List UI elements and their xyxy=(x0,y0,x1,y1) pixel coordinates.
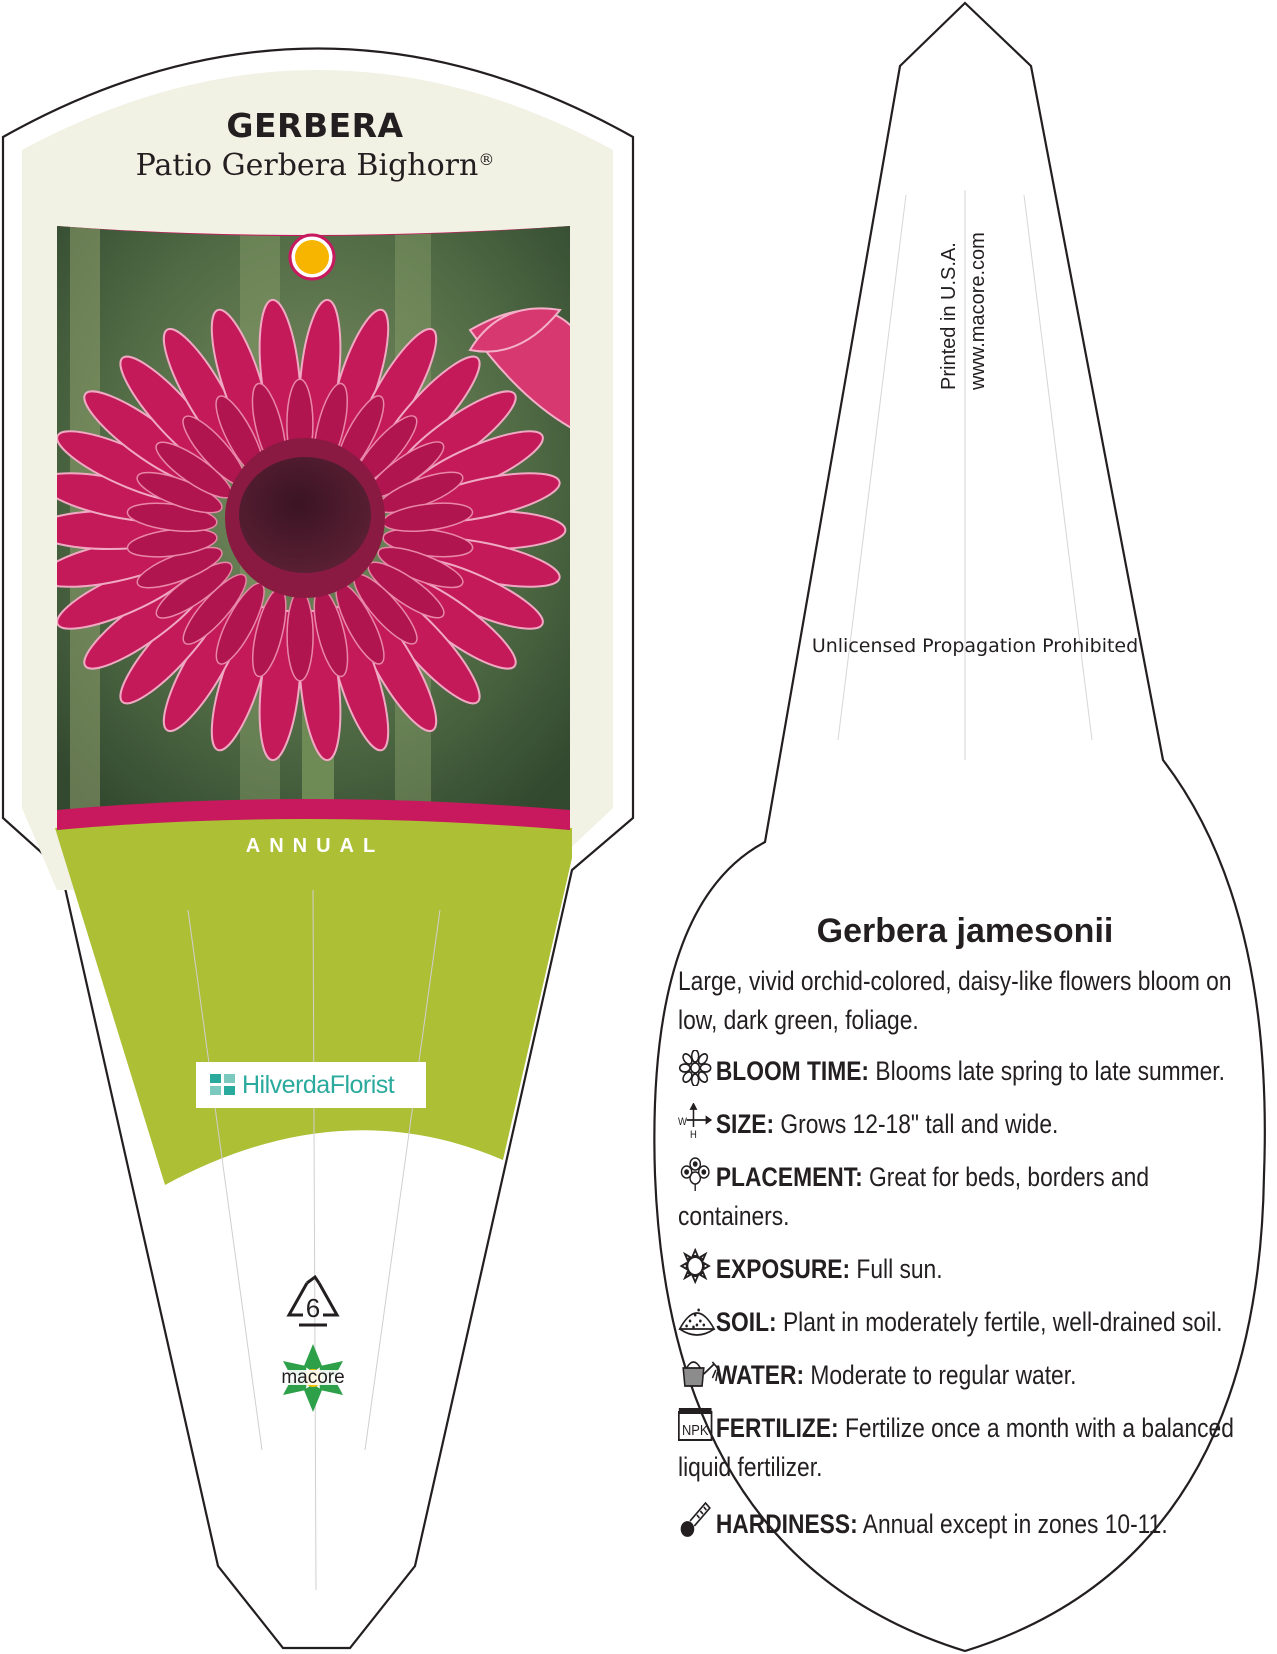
brand-wordmark: HilverdaFlorist xyxy=(242,1070,395,1099)
soil-text: Plant in moderately fertile, well-drained soil. xyxy=(782,1307,1223,1337)
npk-icon xyxy=(678,1407,716,1439)
hilverda-florist-logo xyxy=(196,1062,426,1108)
sun-icon xyxy=(678,1248,716,1280)
size-icon xyxy=(678,1103,716,1139)
flower-icon xyxy=(678,1050,716,1082)
plant-variety-name xyxy=(60,148,570,183)
bloom-time-label: BLOOM TIME: xyxy=(715,1056,870,1086)
hardiness-text: Annual except in zones 10-11. xyxy=(862,1509,1168,1539)
fertilize-text: Fertilize once a month with a balanced liquid fertilizer. xyxy=(678,1413,1234,1482)
macore-wordmark: macore xyxy=(281,1367,345,1388)
printed-in-usa: Printed in U.S.A. xyxy=(938,242,960,390)
water-text: Moderate to regular water. xyxy=(810,1360,1077,1390)
exposure-text: Full sun. xyxy=(856,1254,943,1284)
registered-mark: ® xyxy=(478,150,495,169)
care-info xyxy=(678,962,1263,1556)
plant-common-name: GERBERA xyxy=(226,106,404,145)
category-label: ANNUAL xyxy=(245,835,385,857)
care-row-exposure xyxy=(678,1248,1263,1289)
size-icon-w: W xyxy=(678,1116,687,1129)
placement-label: PLACEMENT: xyxy=(715,1162,863,1192)
gerbera-photo xyxy=(35,226,575,840)
water-label: WATER: xyxy=(715,1360,805,1390)
fertilize-label: FERTILIZE: xyxy=(715,1413,839,1443)
placement-text: Great for beds, borders and containers. xyxy=(678,1162,1150,1231)
hilverda-mark-icon xyxy=(208,1072,238,1098)
propagation-notice: Unlicensed Propagation Prohibited xyxy=(811,635,1139,657)
size-label: SIZE: xyxy=(715,1109,775,1139)
care-row-size xyxy=(678,1103,1263,1144)
exposure-label: EXPOSURE: xyxy=(715,1254,851,1284)
care-row-fertilize xyxy=(678,1407,1263,1487)
npk-text: NPK xyxy=(681,1421,709,1439)
care-row-hardiness xyxy=(678,1499,1263,1544)
petal xyxy=(287,591,313,681)
soil-icon xyxy=(678,1301,716,1333)
care-row-bloom-time xyxy=(678,1050,1263,1091)
plant-description: Large, vivid orchid-colored, daisy-like flowers bloom on low, dark green, foliage. xyxy=(678,966,1232,1035)
thermometer-icon xyxy=(678,1499,716,1531)
size-icon-h: H xyxy=(690,1129,697,1139)
soil-label: SOIL: xyxy=(715,1307,777,1337)
hardiness-label: HARDINESS: xyxy=(715,1509,858,1539)
recycle-code: 6 xyxy=(305,1293,321,1323)
care-row-soil xyxy=(678,1301,1263,1342)
maker-website: www.macore.com xyxy=(967,232,989,390)
botanical-name: Gerbera jamesonii xyxy=(816,912,1114,950)
bloom-time-text: Blooms late spring to late summer. xyxy=(875,1056,1225,1086)
size-text: Grows 12-18" tall and wide. xyxy=(780,1109,1059,1139)
print-info xyxy=(935,200,995,390)
placement-icon xyxy=(678,1156,716,1188)
variety-text: Patio Gerbera Bighorn xyxy=(135,148,479,183)
care-row-placement xyxy=(678,1156,1263,1236)
watering-can-icon xyxy=(678,1354,716,1386)
care-row-water xyxy=(678,1354,1263,1395)
